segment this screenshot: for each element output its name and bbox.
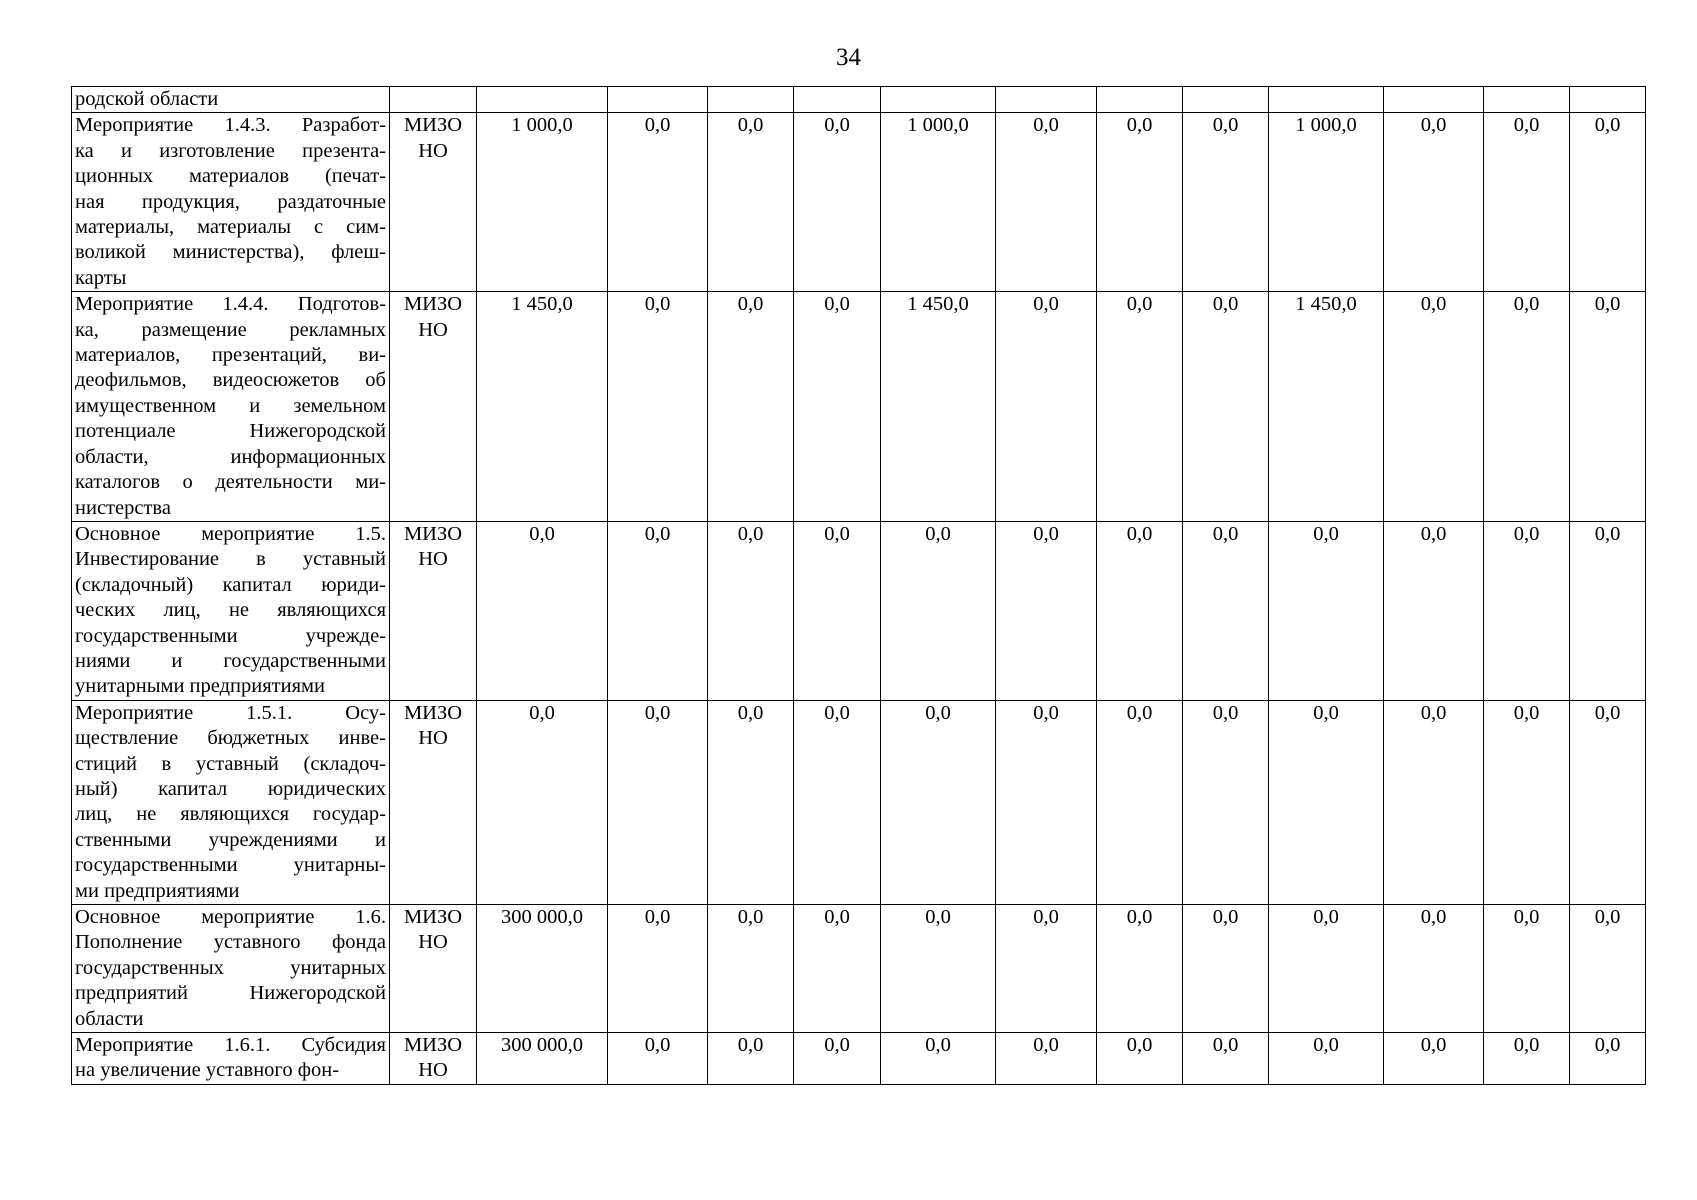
- executor-line: МИЗО: [403, 1034, 463, 1057]
- executor-line: НО: [418, 1059, 448, 1082]
- value-cell: 0,0: [708, 700, 794, 904]
- executor-line: МИЗО: [403, 293, 463, 316]
- value-cell: 0,0: [881, 700, 996, 904]
- empty-cell: [794, 87, 881, 113]
- row-description: [72, 113, 390, 292]
- value-cell: 0,0: [1384, 521, 1484, 700]
- value-cell: 0,0: [881, 521, 996, 700]
- value-cell: 300 000,0: [477, 905, 608, 1033]
- empty-cell: [390, 87, 477, 113]
- value-cell: 0,0: [1097, 1033, 1183, 1085]
- empty-cell: [608, 87, 708, 113]
- value-cell: 1 000,0: [477, 113, 608, 292]
- empty-cell: [1570, 87, 1646, 113]
- empty-cell: [881, 87, 996, 113]
- value-cell: 0,0: [794, 292, 881, 522]
- description-line: ка, размещение рекламных: [75, 318, 386, 341]
- value-cell: 0,0: [996, 113, 1097, 292]
- value-cell: 0,0: [1384, 905, 1484, 1033]
- table-row: [72, 1033, 1646, 1085]
- description-line: нистерства: [75, 496, 171, 519]
- value-cell: 0,0: [1183, 905, 1269, 1033]
- empty-cell: [1183, 87, 1269, 113]
- value-cell: 0,0: [708, 521, 794, 700]
- value-cell: 300 000,0: [477, 1033, 608, 1085]
- description-line: ниями и государственными: [75, 649, 386, 672]
- value-cell: 0,0: [608, 700, 708, 904]
- value-cell: 0,0: [477, 700, 608, 904]
- description-line: области: [75, 1007, 144, 1030]
- executor-line: МИЗО: [403, 906, 463, 928]
- empty-cell: [1384, 87, 1484, 113]
- description-line: имущественном и земельном: [75, 394, 386, 417]
- continuation-description: [72, 87, 390, 113]
- row-executor: [390, 905, 477, 1033]
- continuation-text: родской области: [75, 88, 219, 110]
- value-cell: 0,0: [1384, 292, 1484, 522]
- value-cell: 1 450,0: [881, 292, 996, 522]
- description-line: Пополнение уставного фонда: [75, 931, 386, 954]
- description-line: стиций в уставный (складоч-: [75, 752, 386, 775]
- value-cell: 0,0: [1384, 113, 1484, 292]
- description-line: материалов, презентаций, ви-: [75, 344, 386, 367]
- description-line: на увеличение уставного фон-: [75, 1059, 340, 1082]
- value-cell: 0,0: [1097, 113, 1183, 292]
- executor-line: МИЗО: [403, 522, 463, 545]
- value-cell: 0,0: [881, 905, 996, 1033]
- value-cell: 0,0: [708, 113, 794, 292]
- executor-line: НО: [418, 931, 448, 954]
- value-cell: 0,0: [708, 292, 794, 522]
- description-line: области, информационных: [75, 445, 386, 468]
- value-cell: 0,0: [1570, 292, 1646, 522]
- executor-line: МИЗО: [403, 114, 463, 137]
- budget-table: [71, 86, 1646, 1085]
- value-cell: 0,0: [1570, 113, 1646, 292]
- table-body: [72, 87, 1646, 1085]
- value-cell: 0,0: [1183, 113, 1269, 292]
- value-cell: 1 000,0: [1269, 113, 1384, 292]
- description-line: деофильмов, видеосюжетов об: [75, 369, 386, 392]
- description-line: материалы, материалы с сим-: [75, 216, 386, 239]
- value-cell: 0,0: [996, 1033, 1097, 1085]
- row-executor: [390, 292, 477, 522]
- value-cell: 0,0: [1269, 700, 1384, 904]
- value-cell: 0,0: [996, 905, 1097, 1033]
- description-line: ционных материалов (печат-: [75, 165, 386, 188]
- description-line: Инвестирование в уставный: [75, 548, 386, 571]
- description-line: Мероприятие 1.4.4. Подготов-: [75, 293, 386, 316]
- empty-cell: [708, 87, 794, 113]
- value-cell: 0,0: [1097, 521, 1183, 700]
- row-executor: [390, 700, 477, 904]
- table-row: [72, 292, 1646, 522]
- value-cell: 0,0: [1269, 905, 1384, 1033]
- description-line: Мероприятие 1.5.1. Осу-: [75, 701, 386, 724]
- empty-cell: [1269, 87, 1384, 113]
- executor-line: НО: [418, 139, 448, 162]
- description-line: Мероприятие 1.4.3. Разработ-: [75, 114, 386, 137]
- row-executor: [390, 521, 477, 700]
- table-row: [72, 700, 1646, 904]
- description-line: Основное мероприятие 1.5.: [75, 522, 386, 545]
- value-cell: 0,0: [1484, 292, 1570, 522]
- value-cell: 0,0: [1097, 292, 1183, 522]
- value-cell: 0,0: [794, 700, 881, 904]
- value-cell: 0,0: [1570, 905, 1646, 1033]
- description-line: Основное мероприятие 1.6.: [75, 906, 386, 928]
- description-line: ка и изготовление презента-: [75, 139, 386, 162]
- value-cell: 0,0: [608, 905, 708, 1033]
- value-cell: 0,0: [1183, 700, 1269, 904]
- executor-line: НО: [418, 548, 448, 571]
- value-cell: 0,0: [477, 521, 608, 700]
- value-cell: 0,0: [794, 113, 881, 292]
- value-cell: 0,0: [996, 700, 1097, 904]
- value-cell: 0,0: [708, 905, 794, 1033]
- executor-line: НО: [418, 727, 448, 750]
- value-cell: 0,0: [1570, 521, 1646, 700]
- row-executor: [390, 1033, 477, 1085]
- value-cell: 0,0: [1183, 1033, 1269, 1085]
- executor-line: МИЗО: [403, 701, 463, 724]
- value-cell: 0,0: [708, 1033, 794, 1085]
- value-cell: 0,0: [1183, 292, 1269, 522]
- value-cell: 0,0: [1484, 113, 1570, 292]
- description-line: унитарными предприятиями: [75, 675, 325, 698]
- value-cell: 0,0: [1484, 905, 1570, 1033]
- value-cell: 0,0: [1570, 700, 1646, 904]
- executor-line: НО: [418, 318, 448, 341]
- table-row: [72, 521, 1646, 700]
- row-description: [72, 905, 390, 1033]
- description-line: Мероприятие 1.6.1. Субсидия: [75, 1034, 386, 1057]
- description-line: каталогов о деятельности ми-: [75, 471, 386, 494]
- table-row: [72, 905, 1646, 1033]
- description-line: воликой министерства), флеш-: [75, 241, 386, 264]
- value-cell: 0,0: [608, 113, 708, 292]
- description-line: ственными учреждениями и: [75, 828, 386, 851]
- description-line: государственными учрежде-: [75, 624, 386, 647]
- value-cell: 0,0: [608, 1033, 708, 1085]
- row-description: [72, 521, 390, 700]
- value-cell: 0,0: [1570, 1033, 1646, 1085]
- description-line: (складочный) капитал юриди-: [75, 573, 386, 596]
- value-cell: 1 450,0: [1269, 292, 1384, 522]
- value-cell: 0,0: [1097, 700, 1183, 904]
- empty-cell: [996, 87, 1097, 113]
- value-cell: 0,0: [1484, 521, 1570, 700]
- description-line: ществление бюджетных инве-: [75, 727, 386, 750]
- description-line: карты: [75, 266, 127, 289]
- description-line: ная продукция, раздаточные: [75, 190, 386, 213]
- value-cell: 0,0: [608, 521, 708, 700]
- row-description: [72, 700, 390, 904]
- description-line: ный) капитал юридических: [75, 777, 386, 800]
- table-row-continuation: [72, 87, 1646, 113]
- description-line: предприятий Нижегородской: [75, 982, 386, 1005]
- empty-cell: [1484, 87, 1570, 113]
- value-cell: 0,0: [1269, 521, 1384, 700]
- empty-cell: [1097, 87, 1183, 113]
- value-cell: 0,0: [881, 1033, 996, 1085]
- description-line: государственными унитарны-: [75, 854, 386, 877]
- row-description: [72, 1033, 390, 1085]
- empty-cell: [477, 87, 608, 113]
- value-cell: 0,0: [996, 521, 1097, 700]
- value-cell: 0,0: [1384, 700, 1484, 904]
- value-cell: 0,0: [1484, 700, 1570, 904]
- value-cell: 0,0: [1183, 521, 1269, 700]
- value-cell: 0,0: [1097, 905, 1183, 1033]
- row-description: [72, 292, 390, 522]
- value-cell: 0,0: [794, 1033, 881, 1085]
- value-cell: 0,0: [608, 292, 708, 522]
- value-cell: 0,0: [1384, 1033, 1484, 1085]
- description-line: государственных унитарных: [75, 956, 386, 979]
- description-line: ми предприятиями: [75, 879, 240, 902]
- description-line: потенциале Нижегородской: [75, 420, 386, 443]
- value-cell: 0,0: [794, 521, 881, 700]
- value-cell: 1 450,0: [477, 292, 608, 522]
- page-number: 34: [836, 44, 861, 71]
- value-cell: 0,0: [1484, 1033, 1570, 1085]
- description-line: лиц, не являющихся государ-: [75, 803, 386, 826]
- value-cell: 1 000,0: [881, 113, 996, 292]
- description-line: ческих лиц, не являющихся: [75, 599, 386, 622]
- value-cell: 0,0: [794, 905, 881, 1033]
- value-cell: 0,0: [996, 292, 1097, 522]
- table-row: [72, 113, 1646, 292]
- value-cell: 0,0: [1269, 1033, 1384, 1085]
- row-executor: [390, 113, 477, 292]
